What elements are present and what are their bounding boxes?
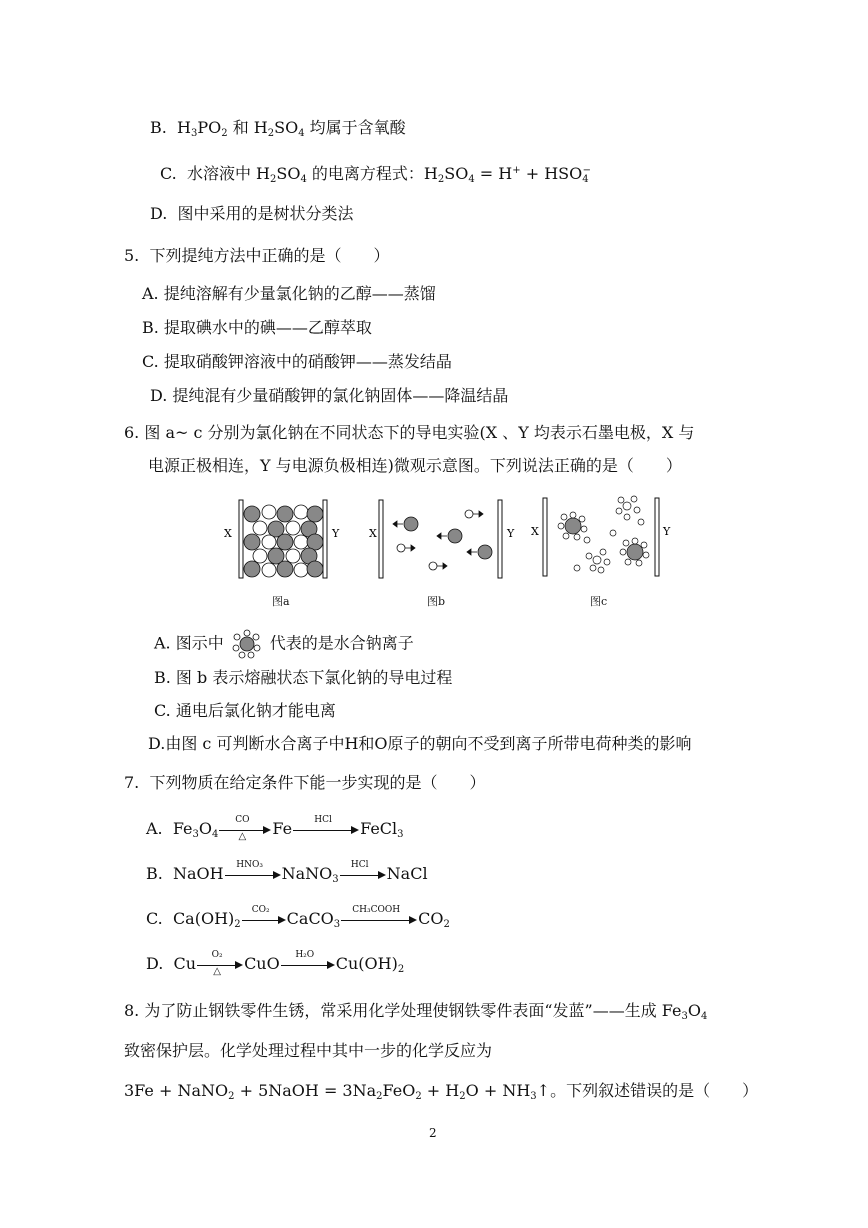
- q7-option-a: A. $Fe_3O_4$ CO △ Fe HCl FeCl$_3$: [146, 814, 404, 842]
- q7-option-d: D. Cu O₂ △ CuO H₂O $Cu(OH)_2$: [146, 949, 405, 977]
- reaction-arrow: O₂ △: [197, 958, 243, 972]
- q4-option-c: C. 水溶液中 $H_2SO_4$ 的电离方程式：$H_2SO_4 = H^+ + HSO_4^-$: [160, 164, 591, 185]
- reaction-arrow: CO₂: [242, 913, 286, 927]
- hydrated-ion-icon: [225, 628, 269, 660]
- q8-equation: 3Fe + NaNO$_2$ + 5NaOH = $3Na_2FeO_2 + H_2O$ + $NH_3↑$。下列叙述错误的是（ ）: [124, 1081, 759, 1102]
- q6-option-c: C. 通电后氯化钠才能电离: [154, 701, 336, 720]
- q6-stem-line1: 6. 图 a~ c 分别为氯化钠在不同状态下的导电实验(X 、Y 均表示石墨电极，X 与: [124, 423, 695, 442]
- reaction-arrow: H₂O: [281, 958, 335, 972]
- q6-option-d: D.由图 c 可判断水合离子中H和O原子的朝向不受到离子所带电荷种类的影响: [148, 734, 692, 753]
- svg-text:X: X: [369, 527, 377, 540]
- q7-option-c: C. $Ca(OH)_2$ CO₂ CaCO$_3$ CH₃COOH $CO_2$: [146, 904, 450, 930]
- ionic-lattice: [244, 505, 323, 577]
- figure-b-label: 图b: [427, 595, 446, 608]
- q4-option-b: B. $H_3PO_2$ 和 $H_2SO_4$ 均属于含氧酸: [150, 118, 406, 139]
- q7-stem: 7. 下列物质在给定条件下能一步实现的是（ ）: [124, 773, 486, 792]
- svg-text:Y: Y: [507, 527, 515, 540]
- q5-option-d: D. 提纯混有少量硝酸钾的氯化钠固体——降温结晶: [150, 386, 509, 405]
- q5-option-b: B. 提取碘水中的碘——乙醇萃取: [142, 318, 372, 337]
- svg-text:Y: Y: [663, 525, 671, 538]
- q5-stem: 5. 下列提纯方法中正确的是（ ）: [124, 246, 390, 265]
- q6-stem-line2: 电源正极相连，Y 与电源负极相连)微观示意图。下列说法正确的是（ ）: [148, 456, 682, 475]
- reaction-arrow: HCl: [293, 823, 359, 837]
- reaction-arrow: HCl: [340, 868, 386, 882]
- page-number: 2: [429, 1126, 437, 1140]
- reaction-arrow: HNO₃: [225, 868, 281, 882]
- q8-stem-line2: 致密保护层。化学处理过程中其中一步的化学反应为: [124, 1041, 493, 1060]
- electrode-x-label: X: [224, 527, 232, 540]
- q5-option-a: A. 提纯溶解有少量氯化钠的乙醇——蒸馏: [142, 284, 436, 303]
- electrode-y-label: Y: [332, 527, 340, 540]
- q7-option-b: B. NaOH HNO₃ NaNO$_3$ HCl NaCl: [146, 859, 428, 885]
- q8-stem-line1: 8. 为了防止钢铁零件生锈，常采用化学处理使钢铁零件表面“发蓝”——生成 $Fe_3O_4$: [124, 1001, 708, 1022]
- figure-a-diagram: [222, 496, 348, 584]
- figure-b-diagram: [367, 496, 523, 584]
- q6-option-a: A. 图示中 代表的是水合钠离子: [154, 628, 414, 660]
- svg-text:X: X: [531, 525, 539, 538]
- reaction-arrow: CO △: [219, 823, 271, 837]
- figure-a-label: 图a: [272, 595, 290, 608]
- q5-option-c: C. 提取硝酸钾溶液中的硝酸钾——蒸发结晶: [142, 352, 452, 371]
- q4-option-d: D. 图中采用的是树状分类法: [150, 204, 354, 223]
- q6-option-b: B. 图 b 表示熔融状态下氯化钠的导电过程: [154, 668, 453, 687]
- figure-c-diagram: [529, 488, 677, 584]
- reaction-arrow: CH₃COOH: [341, 913, 417, 927]
- figure-c-label: 图c: [590, 595, 608, 608]
